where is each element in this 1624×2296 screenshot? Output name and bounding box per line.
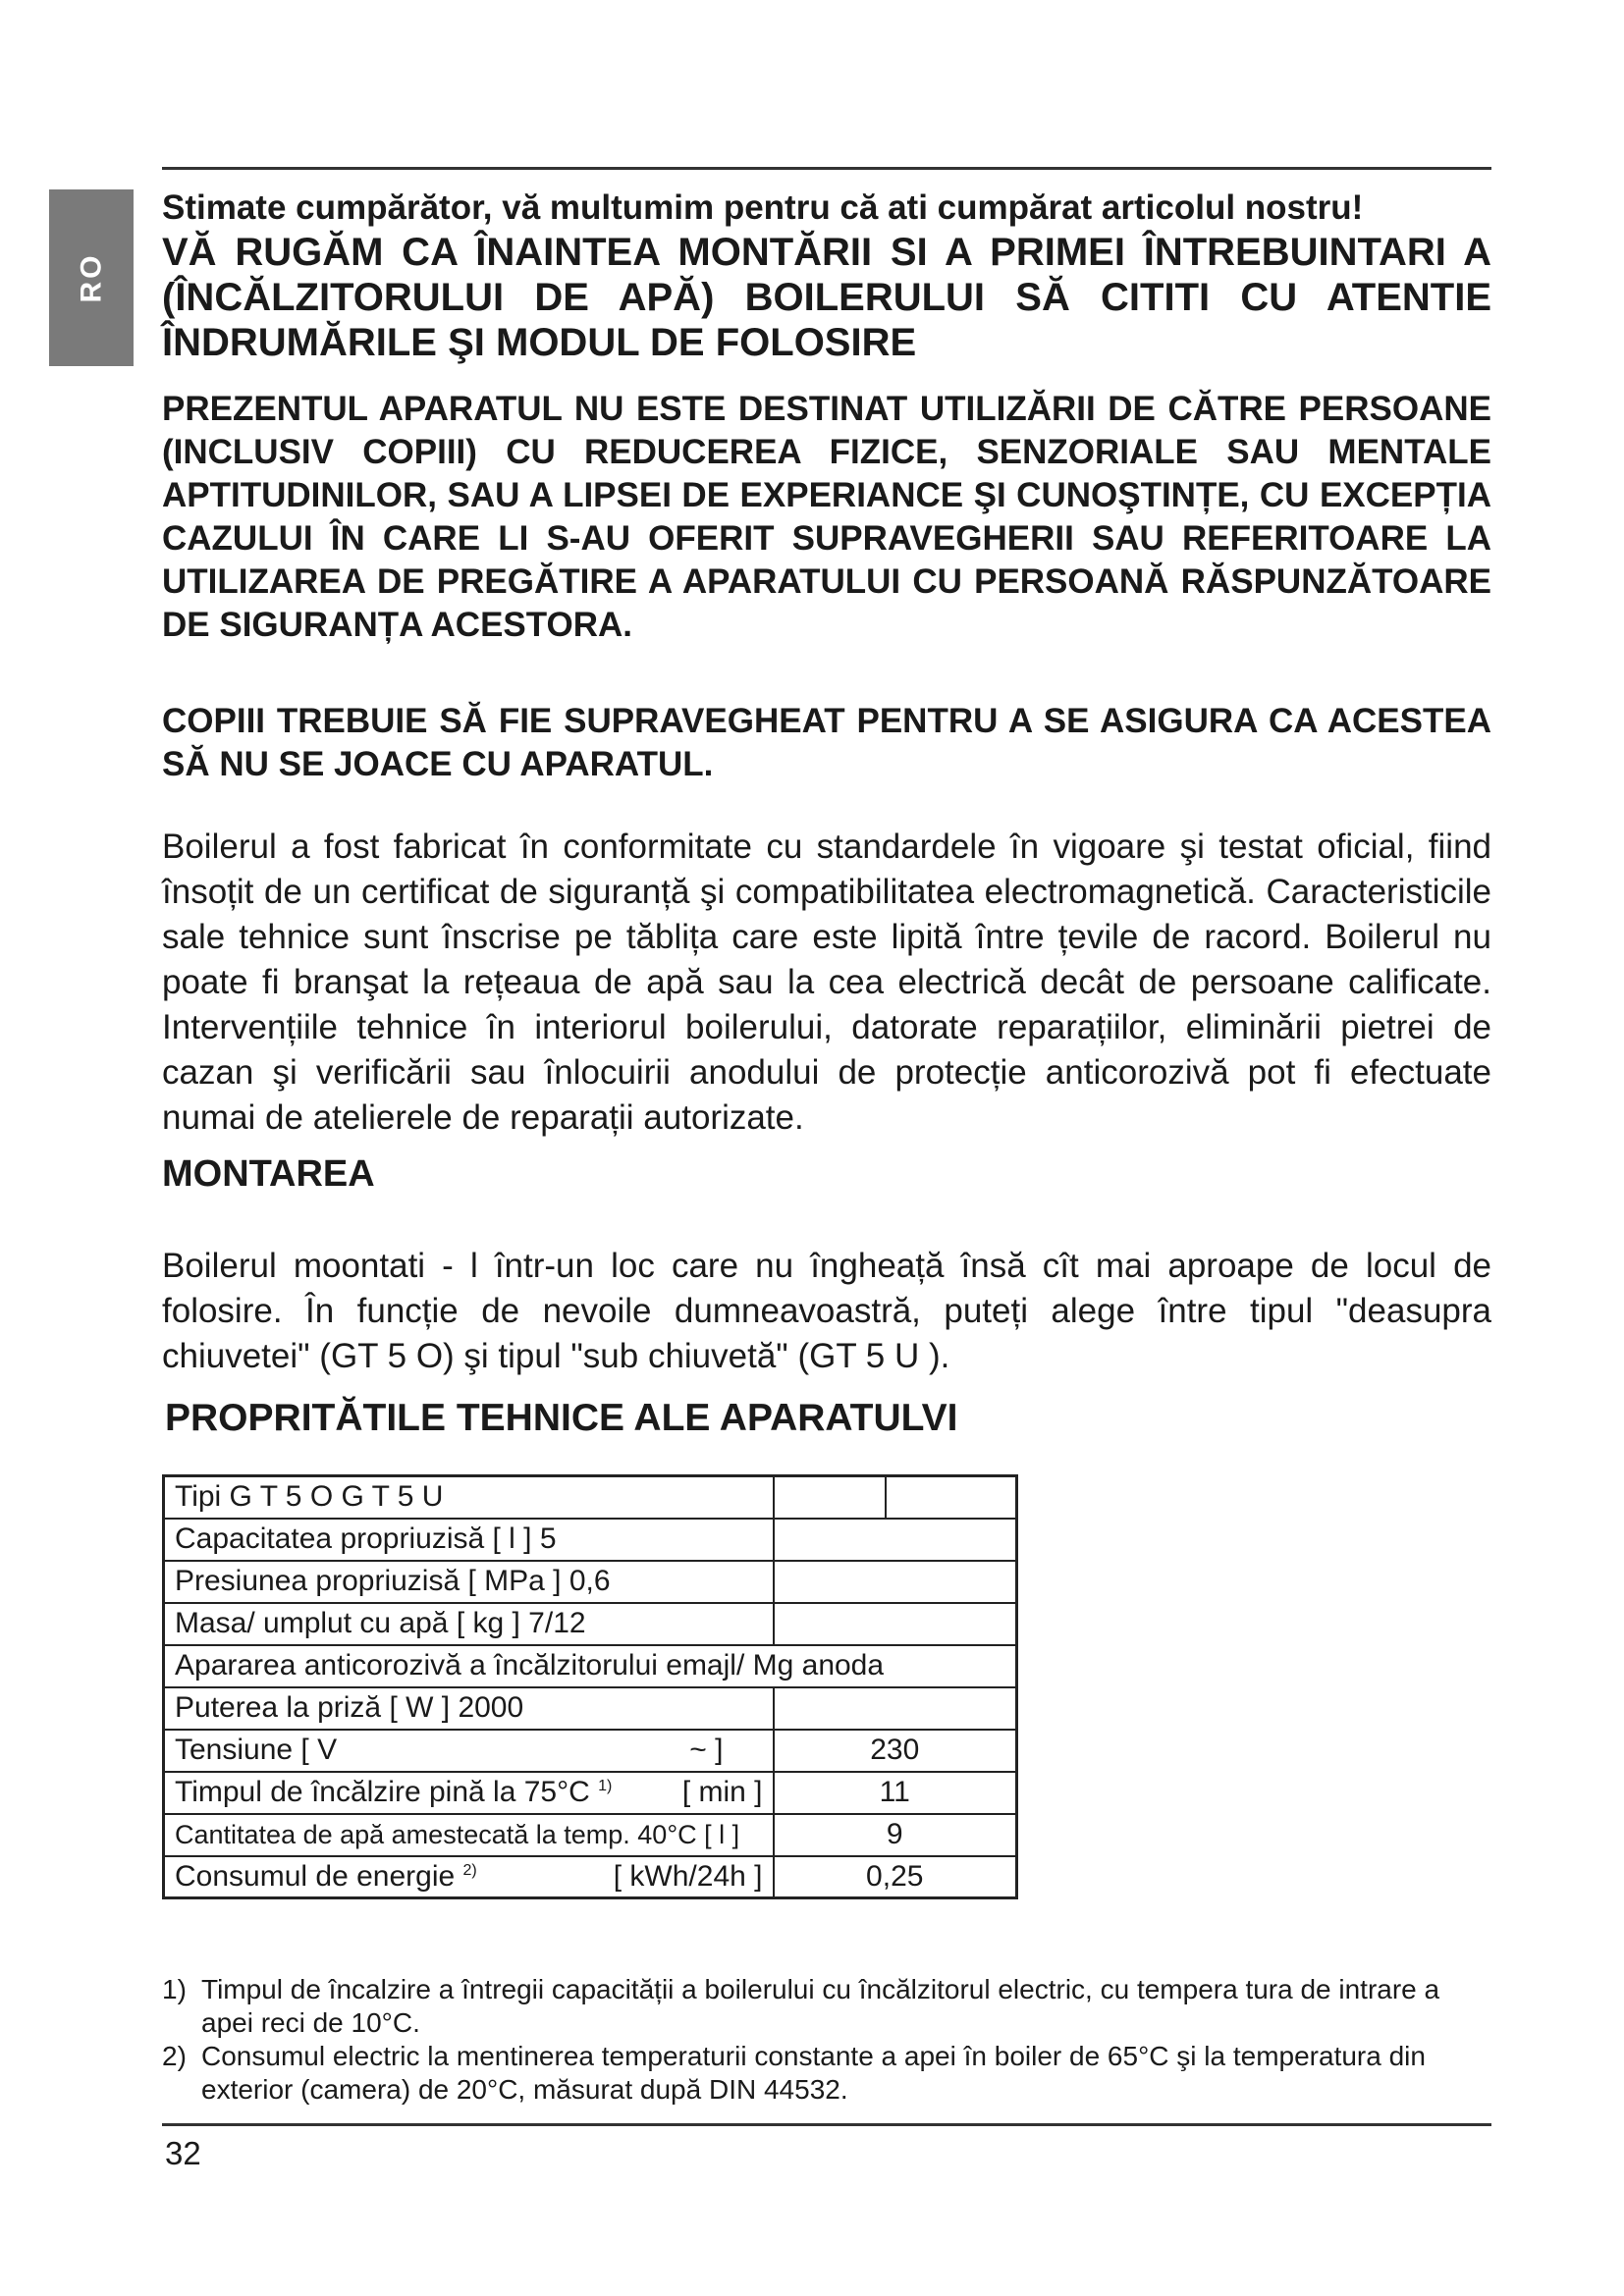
spec-voltage-value: 230 xyxy=(774,1730,1017,1772)
table-row xyxy=(164,1814,1017,1856)
spec-heating-time-value: 11 xyxy=(774,1772,1017,1814)
table-row xyxy=(164,1519,1017,1561)
table-row xyxy=(164,1561,1017,1603)
table-row xyxy=(164,1645,1017,1687)
table-row xyxy=(164,1856,1017,1898)
spec-mixed-water-value: 9 xyxy=(774,1814,1017,1856)
footnote-2-number: 2) xyxy=(162,2041,187,2071)
table-row xyxy=(164,1603,1017,1645)
table-row xyxy=(164,1730,1017,1772)
warning-title-line-2: (ÎNCĂLZITORULUI DE APĂ) BOILERULUI SĂ CITITI CU ATENTIE xyxy=(162,276,1491,319)
top-rule xyxy=(162,167,1491,170)
footnote-1 xyxy=(162,1973,1491,2040)
spec-heating-time-text: Timpul de încălzire pină la 75°C xyxy=(175,1776,590,1808)
spec-type-value xyxy=(774,1476,1017,1519)
spec-power-label: Puterea la priză [ W ] 2000 xyxy=(164,1687,774,1730)
language-tab-label: RO xyxy=(75,252,107,303)
spec-heating-time-unit: [ min ] xyxy=(681,1776,763,1808)
children-notice: COPIII TREBUIE SĂ FIE SUPRAVEGHEAT PENTRU A SE ASIGURA CA ACESTEA SĂ NU SE JOACE CU APARATUL. xyxy=(162,702,1491,783)
language-tab xyxy=(49,189,134,366)
greeting: Stimate cumpărător, vă multumim pentru că ati cumpărat articolul nostru! xyxy=(162,188,1364,227)
page-number: 32 xyxy=(165,2135,201,2171)
montarea-heading: MONTAREA xyxy=(162,1153,375,1195)
spec-type-label: Tipi G T 5 O G T 5 U xyxy=(164,1476,774,1519)
spec-voltage-unit: ~ ] xyxy=(689,1734,724,1766)
spec-voltage-label xyxy=(164,1730,774,1772)
properties-heading: PROPRITĂTILE TEHNICE ALE APARATULVI xyxy=(165,1397,958,1439)
spec-heating-time-sup: 1) xyxy=(598,1778,613,1794)
spec-heating-time-label xyxy=(164,1772,774,1814)
spec-mixed-water-label: Cantitatea de apă amestecată la temp. 40°C [ l ] xyxy=(164,1814,774,1856)
spec-voltage-text: Tensiune [ V xyxy=(175,1734,338,1766)
spec-energy-value: 0,25 xyxy=(774,1856,1017,1898)
safety-notice: PREZENTUL APARATUL NU ESTE DESTINAT UTILIZĂRII DE CĂTRE PERSOANE (INCLUSIV COPIII) CU REDUCEREA FIZICE, SENZORIALE SAU MENTALE APTITUDINILOR, SAU A LIPSEI DE EXPERIANCE ŞI CUNOŞTINȚE, CU EXCEPȚIA CAZULUI ÎN CARE LI S-AU OFERIT SUPRAVEGHERII SAU REFERITOARE LA UTILIZAREA DE PREGĂTIRE A APARATULUI CU PERSOANĂ RĂSPUNZĂTOARE DE SIGURANȚA ACESTORA. xyxy=(162,390,1491,644)
spec-pressure-label: Presiunea propriuzisă [ MPa ] 0,6 xyxy=(164,1561,774,1603)
table-row xyxy=(164,1687,1017,1730)
footnote-1-text: Timpul de încalzire a întregii capacității a boilerului cu încălzitorul electric, cu tempera tura de intrare a apei reci de 10°C. xyxy=(201,1974,1440,2038)
spec-mass-label: Masa/ umplut cu apă [ kg ] 7/12 xyxy=(164,1603,774,1645)
bottom-rule xyxy=(162,2123,1491,2126)
warning-title-line-1: VĂ RUGĂM CA ÎNAINTEA MONTĂRII SI A PRIMEI ÎNTREBUINTARI A xyxy=(162,231,1491,274)
spec-protection-label: Apararea anticorozivă a încălzitorului emajl/ Mg anoda xyxy=(164,1645,1017,1687)
spec-table xyxy=(162,1474,1018,1899)
warning-title-line-3: ÎNDRUMĂRILE ŞI MODUL DE FOLOSIRE xyxy=(162,321,917,364)
spec-energy-label xyxy=(164,1856,774,1898)
warning-title xyxy=(162,230,1491,365)
montarea-paragraph: Boilerul moontati - l într-un loc care nu îngheață însă cît mai aproape de locul de folosire. În funcție de nevoile dumneavoastră, puteți alege între tipul "deasupra chiuvetei" (GT 5 O) şi tipul "sub chiuvetă" (GT 5 U ). xyxy=(162,1247,1491,1375)
footnote-2 xyxy=(162,2040,1491,2107)
table-row xyxy=(164,1772,1017,1814)
intro-paragraph: Boilerul a fost fabricat în conformitate cu standardele în vigoare şi testat oficial, fiind însoțit de un certificat de siguranță şi compatibilitatea electromagnetică. Caracteristicile sale tehnice sunt înscrise pe tăblița care este lipită între țevile de racord. Boilerul nu poate fi branşat la rețeaua de apă sau la cea electrică decât de persoane calificate. Intervențiile tehnice în interiorul boilerului, datorate reparațiilor, eliminării pietrei de cazan şi verificării sau înlocuirii anodului de protecție anticorozivă pot fi efectuate numai de atelierele de reparații autorizate. xyxy=(162,828,1491,1137)
footnote-1-number: 1) xyxy=(162,1974,187,2004)
spec-energy-text: Consumul de energie xyxy=(175,1859,456,1893)
spec-energy-unit: [ kWh/24h ] xyxy=(613,1859,763,1893)
footnote-2-text: Consumul electric la mentinerea temperaturii constante a apei în boiler de 65°C şi la temperatura din exterior (camera) de 20°C, măsurat după DIN 44532. xyxy=(201,2041,1426,2105)
spec-energy-sup: 2) xyxy=(462,1861,477,1879)
table-row xyxy=(164,1476,1017,1519)
spec-capacity-label: Capacitatea propriuzisă [ l ] 5 xyxy=(164,1519,774,1561)
